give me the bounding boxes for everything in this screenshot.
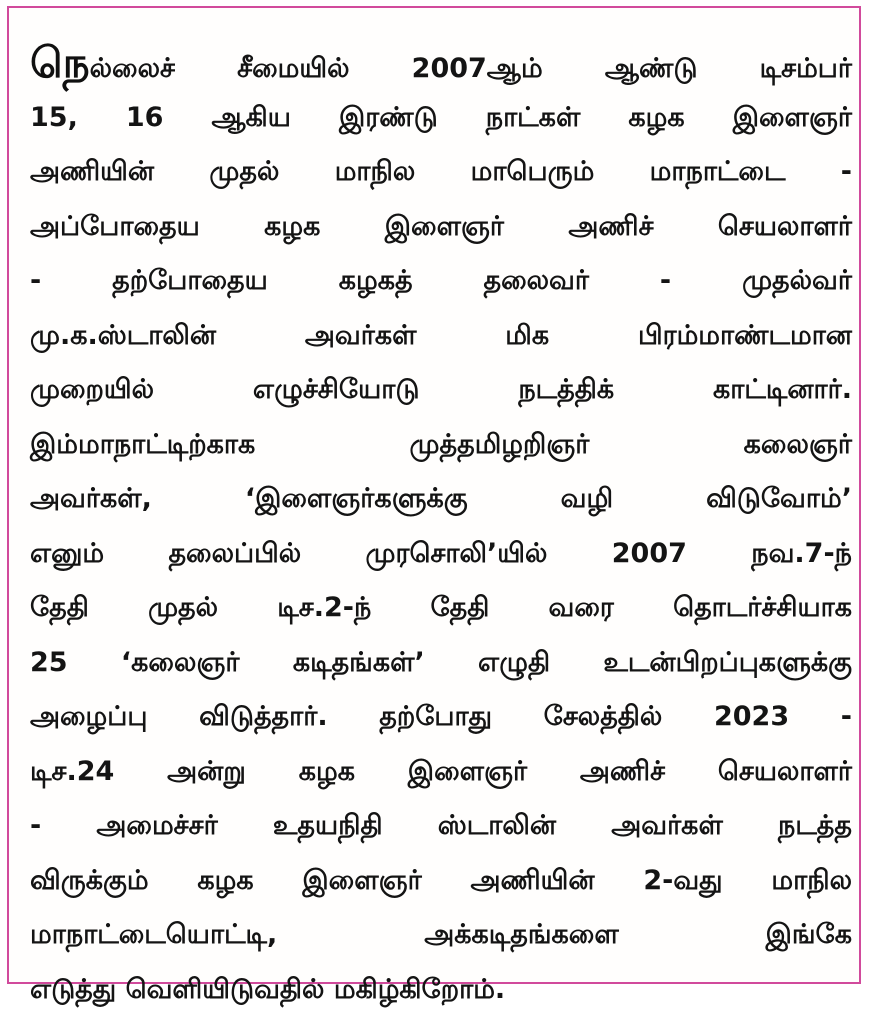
article-line-13: அழைப்பு விடுத்தார். தற்போது சேலத்தில் 2023 - bbox=[30, 690, 852, 745]
article-line-12: 25 ‘கலைஞர் கடிதங்கள்’ எழுதி உடன்பிறப்புகளுக்கு bbox=[30, 636, 852, 691]
article-line-6: மு.க.ஸ்டாலின் அவர்கள் மிக பிரம்மாண்டமான bbox=[30, 309, 852, 364]
article-line-3: அணியின் முதல் மாநில மாபெரும் மாநாட்டை - bbox=[30, 145, 852, 200]
article-line-17: மாநாட்டையொட்டி, அக்கடிதங்களை இங்கே bbox=[30, 908, 852, 963]
article-line-5: - தற்போதைய கழகத் தலைவர் - முதல்வர் bbox=[30, 254, 852, 309]
article-line-9: அவர்கள், ‘இளைஞர்களுக்கு வழி விடுவோம்’ bbox=[30, 472, 852, 527]
article-line-18: எடுத்து வெளியிடுவதில் மகிழ்கிறோம். bbox=[30, 963, 852, 1017]
article-body bbox=[30, 36, 852, 1017]
article-line-16: விருக்கும் கழக இளைஞர் அணியின் 2-வது மாநில bbox=[30, 854, 852, 909]
article-line-2: 15, 16 ஆகிய இரண்டு நாட்கள் கழக இளைஞர் bbox=[30, 91, 852, 146]
article-line-1 bbox=[30, 36, 852, 91]
article-frame bbox=[7, 6, 861, 984]
article-line-7: முறையில் எழுச்சியோடு நடத்திக் காட்டினார். bbox=[30, 363, 852, 418]
article-line-10: எனும் தலைப்பில் முரசொலி’யில் 2007 நவ.7-ந் bbox=[30, 527, 852, 582]
article-line-14: டிச.24 அன்று கழக இளைஞர் அணிச் செயலாளர் bbox=[30, 745, 852, 800]
article-line-11: தேதி முதல் டிச.2-ந் தேதி வரை தொடர்ச்சியாக bbox=[30, 581, 852, 636]
article-line-4: அப்போதைய கழக இளைஞர் அணிச் செயலாளர் bbox=[30, 200, 852, 255]
article-line-15: - அமைச்சர் உதயநிதி ஸ்டாலின் அவர்கள் நடத்த bbox=[30, 799, 852, 854]
article-line-8: இம்மாநாட்டிற்காக முத்தமிழறிஞர் கலைஞர் bbox=[30, 418, 852, 473]
article-line-1-text: ல்லைச் சீமையில் 2007ஆம் ஆண்டு டிசம்பர் bbox=[90, 53, 852, 84]
drop-cap: நெ bbox=[30, 38, 90, 87]
